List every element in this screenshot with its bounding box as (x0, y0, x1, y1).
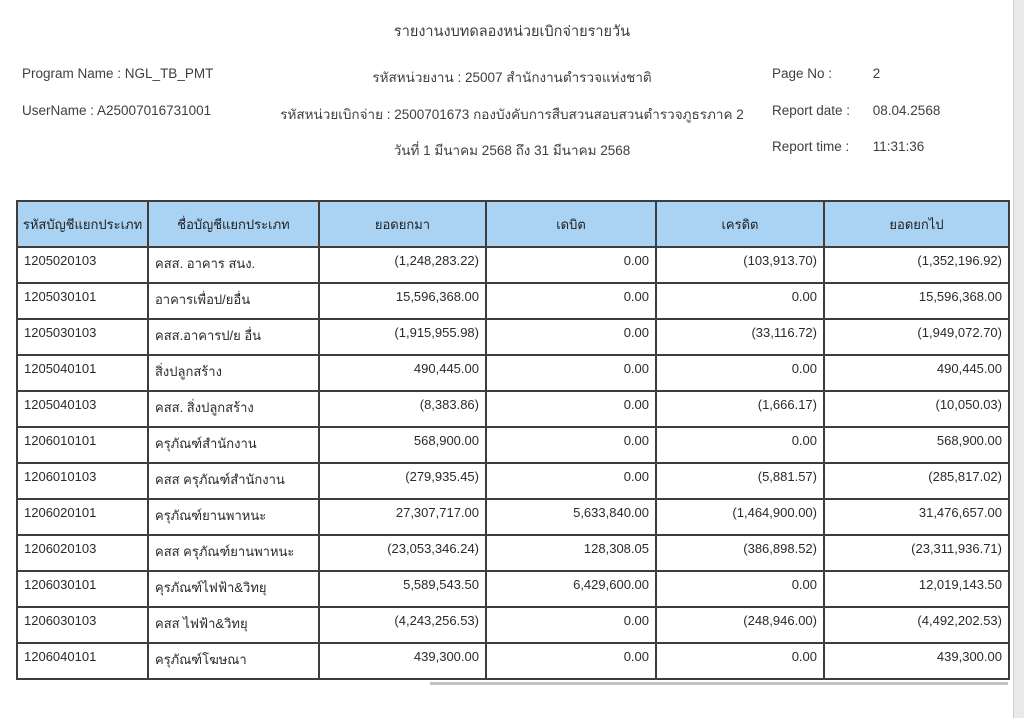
column-header: ชื่อบัญชีแยกประเภท (148, 201, 319, 247)
report-date-line (772, 103, 940, 118)
amount-cell: 0.00 (486, 643, 656, 679)
account-name-cell: อาคารเพื่อป/ยอื่น (148, 283, 319, 319)
amount-cell: (5,881.57) (656, 463, 824, 499)
amount-cell: 490,445.00 (824, 355, 1009, 391)
account-name-cell: คสส ไฟฟ้า&วิทยุ (148, 607, 319, 643)
amount-cell: (4,492,202.53) (824, 607, 1009, 643)
amount-cell: 27,307,717.00 (319, 499, 486, 535)
account-name-cell: ครุภัณฑ์โฆษณา (148, 643, 319, 679)
amount-cell: 0.00 (486, 355, 656, 391)
table-row (17, 607, 1009, 643)
amount-cell: 5,589,543.50 (319, 571, 486, 607)
report-date-value: 08.04.2568 (872, 103, 941, 118)
account-code-cell: 1205040103 (17, 391, 148, 427)
account-name-cell: คสส.อาคารป/ย อื่น (148, 319, 319, 355)
table-row (17, 355, 1009, 391)
account-code-cell: 1205030101 (17, 283, 148, 319)
account-code-cell: 1206010103 (17, 463, 148, 499)
amount-cell: (1,915,955.98) (319, 319, 486, 355)
amount-cell: 0.00 (486, 247, 656, 283)
column-header: ยอดยกมา (319, 201, 486, 247)
table-row (17, 283, 1009, 319)
amount-cell: 568,900.00 (824, 427, 1009, 463)
table-row (17, 427, 1009, 463)
amount-cell: 15,596,368.00 (824, 283, 1009, 319)
table-row (17, 319, 1009, 355)
program-name-label: Program Name : (22, 66, 122, 81)
amount-cell: (1,949,072.70) (824, 319, 1009, 355)
amount-cell: 6,429,600.00 (486, 571, 656, 607)
amount-cell: (4,243,256.53) (319, 607, 486, 643)
account-name-cell: คสส. อาคาร สนง. (148, 247, 319, 283)
page-no-line (772, 66, 880, 81)
amount-cell: (10,050.03) (824, 391, 1009, 427)
amount-cell: (1,464,900.00) (656, 499, 824, 535)
column-header: เครดิต (656, 201, 824, 247)
amount-cell: (8,383.86) (319, 391, 486, 427)
table-row (17, 247, 1009, 283)
amount-cell: 31,476,657.00 (824, 499, 1009, 535)
username-value: A25007016731001 (97, 103, 212, 118)
account-code-cell: 1205040101 (17, 355, 148, 391)
column-header: ยอดยกไป (824, 201, 1009, 247)
amount-cell: (285,817.02) (824, 463, 1009, 499)
amount-cell: 490,445.00 (319, 355, 486, 391)
account-name-cell: คสส ครุภัณฑ์สำนักงาน (148, 463, 319, 499)
amount-cell: 0.00 (656, 427, 824, 463)
table-bottom-shadow (430, 682, 1008, 685)
amount-cell: 12,019,143.50 (824, 571, 1009, 607)
account-name-cell: ครุภัณฑ์สำนักงาน (148, 427, 319, 463)
account-code-cell: 1206040101 (17, 643, 148, 679)
amount-cell: 439,300.00 (319, 643, 486, 679)
report-date-label: Report date : (772, 103, 851, 118)
amount-cell: 0.00 (656, 355, 824, 391)
amount-cell: (248,946.00) (656, 607, 824, 643)
amount-cell: 15,596,368.00 (319, 283, 486, 319)
amount-cell: (33,116.72) (656, 319, 824, 355)
amount-cell: 0.00 (486, 283, 656, 319)
amount-cell: (1,248,283.22) (319, 247, 486, 283)
date-range-line: วันที่ 1 มีนาคม 2568 ถึง 31 มีนาคม 2568 (393, 143, 631, 158)
amount-cell: 0.00 (656, 643, 824, 679)
table-row (17, 571, 1009, 607)
column-header: เดบิต (486, 201, 656, 247)
table-body (17, 247, 1009, 679)
table-row (17, 391, 1009, 427)
account-name-cell: ครุภัณฑ์ยานพาหนะ (148, 499, 319, 535)
table-row (17, 535, 1009, 571)
column-header: รหัสบัญชีแยกประเภท (17, 201, 148, 247)
account-name-cell: สิ่งปลูกสร้าง (148, 355, 319, 391)
amount-cell: 0.00 (656, 283, 824, 319)
table-header-row (17, 201, 1009, 247)
account-code-cell: 1206010101 (17, 427, 148, 463)
amount-cell: 0.00 (486, 427, 656, 463)
page-no-value: 2 (872, 66, 881, 81)
report-time-label: Report time : (772, 139, 850, 154)
account-code-cell: 1206030101 (17, 571, 148, 607)
report-time-line (772, 139, 924, 154)
page-title: รายงานงบทดลองหน่วยเบิกจ่ายรายวัน (393, 24, 631, 40)
vertical-scrollbar[interactable] (1013, 0, 1024, 718)
table-row (17, 499, 1009, 535)
amount-cell: 5,633,840.00 (486, 499, 656, 535)
disbursement-unit-line: รหัสหน่วยเบิกจ่าย : 2500701673 กองบังคับการสืบสวนสอบสวนตำรวจภูธรภาค 2 (280, 107, 744, 122)
account-code-cell: 1205030103 (17, 319, 148, 355)
amount-cell: (103,913.70) (656, 247, 824, 283)
report-time-value: 11:31:36 (872, 139, 925, 154)
account-name-cell: คุรภัณฑ์ไฟฟ้า&วิทยุ (148, 571, 319, 607)
account-code-cell: 1205020103 (17, 247, 148, 283)
program-name-value: NGL_TB_PMT (124, 66, 214, 81)
account-name-cell: คสส. สิ่งปลูกสร้าง (148, 391, 319, 427)
table-row (17, 463, 1009, 499)
account-code-cell: 1206030103 (17, 607, 148, 643)
trial-balance-table (16, 200, 1010, 680)
amount-cell: 0.00 (486, 391, 656, 427)
table-row (17, 643, 1009, 679)
amount-cell: (1,666.17) (656, 391, 824, 427)
amount-cell: 0.00 (486, 319, 656, 355)
amount-cell: (23,311,936.71) (824, 535, 1009, 571)
amount-cell: (386,898.52) (656, 535, 824, 571)
account-code-cell: 1206020103 (17, 535, 148, 571)
amount-cell: (23,053,346.24) (319, 535, 486, 571)
account-name-cell: คสส ครุภัณฑ์ยานพาหนะ (148, 535, 319, 571)
amount-cell: (1,352,196.92) (824, 247, 1009, 283)
amount-cell: 439,300.00 (824, 643, 1009, 679)
username-label: UserName : (22, 103, 95, 118)
account-code-cell: 1206020101 (17, 499, 148, 535)
agency-code-line: รหัสหน่วยงาน : 25007 สำนักงานตำรวจแห่งชาติ (372, 70, 652, 85)
amount-cell: 568,900.00 (319, 427, 486, 463)
amount-cell: (279,935.45) (319, 463, 486, 499)
amount-cell: 0.00 (486, 463, 656, 499)
amount-cell: 0.00 (486, 607, 656, 643)
amount-cell: 0.00 (656, 571, 824, 607)
page-no-label: Page No : (772, 66, 833, 81)
amount-cell: 128,308.05 (486, 535, 656, 571)
